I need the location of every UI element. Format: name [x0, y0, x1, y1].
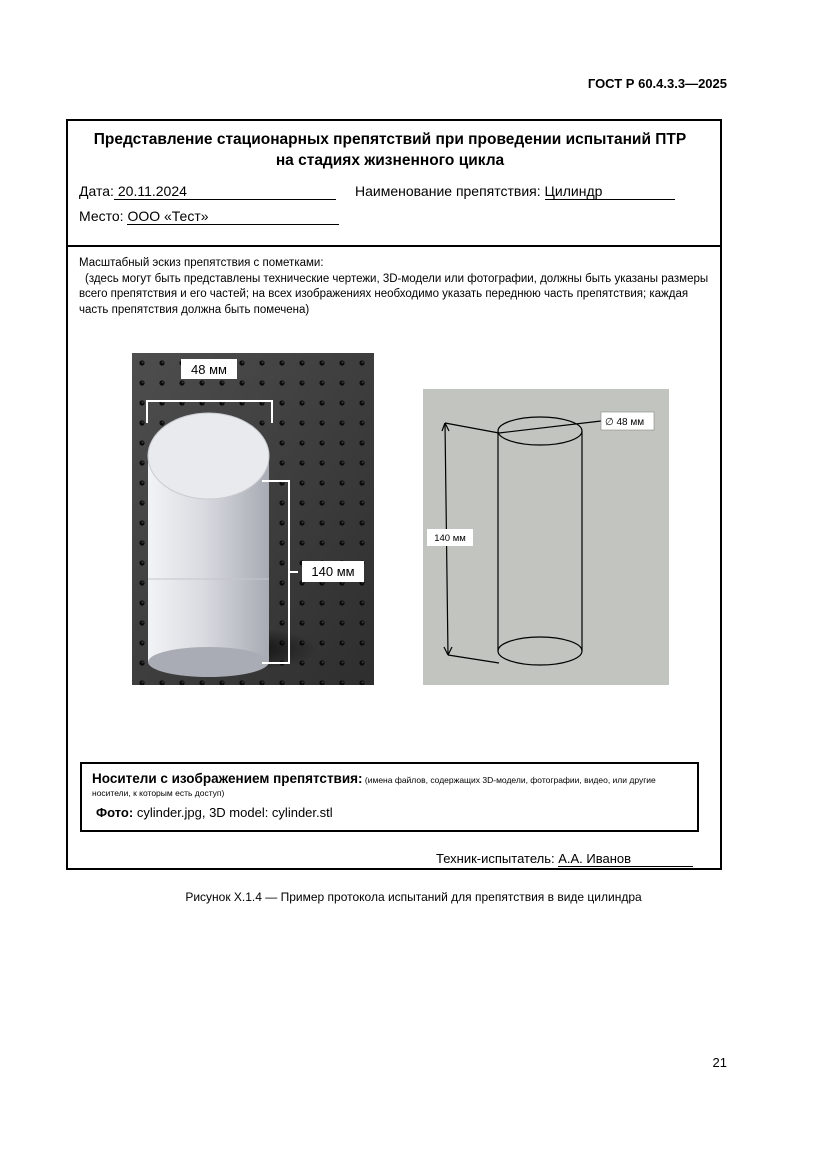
sketch-description	[79, 256, 709, 318]
technician-value: А.А. Иванов	[558, 851, 693, 867]
drawing-height-label: 140 мм	[434, 533, 466, 544]
photo-height-label: 140 мм	[311, 564, 355, 579]
photo-label: Фото:	[96, 805, 134, 820]
cylinder-photo	[132, 353, 374, 685]
place-label: Место:	[79, 208, 124, 224]
place-value: ООО «Тест»	[127, 208, 339, 225]
drawing-diameter-label: ∅ 48 мм	[605, 417, 645, 428]
standard-number: ГОСТ Р 60.4.3.3—2025	[587, 76, 727, 91]
technician-label: Техник-испытатель:	[436, 851, 555, 866]
media-files	[96, 805, 333, 820]
photo-width-label: 48 мм	[191, 362, 227, 377]
page-number: 21	[712, 1055, 727, 1070]
place-field	[79, 208, 339, 225]
files-value: cylinder.jpg, 3D model: cylinder.stl	[136, 805, 333, 820]
technician-field	[436, 851, 693, 867]
date-label: Дата:	[79, 183, 114, 199]
media-note: (имена файлов, содержащих 3D-модели, фотографии, видео, или другие носители, к которым есть доступ)	[92, 775, 656, 798]
media-label: Носители с изображением препятствия:	[92, 771, 363, 786]
obstacle-label: Наименование препятствия:	[355, 183, 541, 199]
figure-caption: Рисунок Х.1.4 — Пример протокола испытаний для препятствия в виде цилиндра	[185, 890, 642, 904]
cylinder-drawing	[423, 389, 669, 685]
form-title	[70, 129, 710, 171]
sketch-label: Масштабный эскиз препятствия с пометками:	[79, 257, 324, 269]
date-value: 20.11.2024	[114, 183, 336, 200]
form-title-line2: на стадиях жизненного цикла	[275, 152, 505, 169]
form-title-line1: Представление стационарных препятствий при проведении испытаний ПТР	[93, 131, 687, 148]
media-heading	[92, 772, 692, 800]
obstacle-field	[355, 183, 675, 200]
sketch-note: (здесь могут быть представлены технические чертежи, 3D-модели или фотографии, должны быть указаны размеры всего препятствия и его частей; на всех изображениях необходимо указать переднюю часть препятствия; каждая часть препятствия должна быть помечена)	[79, 272, 709, 316]
obstacle-value: Цилиндр	[545, 183, 675, 200]
date-field	[79, 183, 336, 200]
